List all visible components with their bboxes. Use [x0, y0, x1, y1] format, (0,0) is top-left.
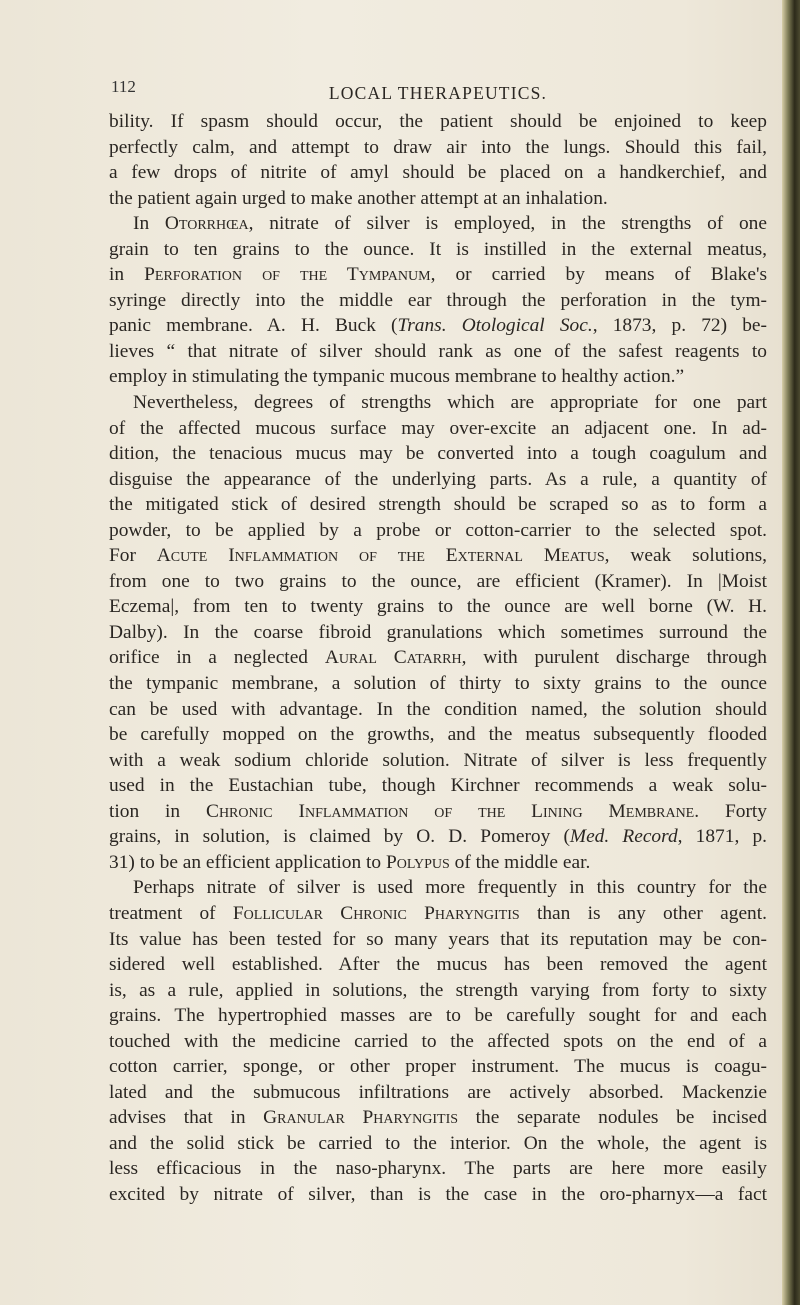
text-line: perfectly calm, and attempt to draw air into the lungs. Should this fail, [109, 136, 767, 158]
text-line: disguise the appearance of the underlying parts. As a rule, a quantity of [109, 468, 767, 490]
text-line: 31) to be an efficient application to Polypus of the middle ear. [109, 851, 591, 873]
text-line: a few drops of nitrite of amyl should be placed on a handkerchief, and [109, 162, 767, 184]
text-line: powder, to be applied by a probe or cotton-carrier to the selected spot. [109, 519, 767, 541]
citation-title: Med. Record [569, 826, 678, 848]
text-line: dition, the tenacious mucus may be converted into a tough coagulum and [109, 443, 767, 465]
small-caps-term: Follicular Chronic Pharyngitis [232, 902, 520, 924]
text-line: of the affected mucous surface may over-excite an adjacent one. In ad- [109, 417, 767, 439]
text-line: Nevertheless, degrees of strengths which are appropriate for one part [133, 392, 767, 414]
text-line: touched with the medicine carried to the affected spots on the end of a [109, 1030, 767, 1052]
small-caps-term: Granular Pharyngitis [263, 1107, 459, 1129]
text-line: and the solid stick be carried to the interior. On the whole, the agent is [109, 1132, 767, 1154]
small-caps-term: Acute Inflammation of the External Meatus [156, 545, 605, 567]
text-line: in Perforation of the Tympanum, or carried by means of Blake's [109, 264, 767, 286]
text-line: the patient again urged to make another attempt at an inhalation. [109, 187, 608, 209]
small-caps-term: Chronic Inflammation of the Lining Membrane [206, 800, 695, 822]
text-line: sidered well established. After the mucus has been removed the agent [109, 954, 767, 976]
small-caps-term: Polypus [385, 851, 450, 873]
text-line: lated and the submucous infiltrations are actively absorbed. Mackenzie [109, 1081, 767, 1103]
text-line: can be used with advantage. In the condition named, the solution should [109, 698, 767, 720]
text-line: the tympanic membrane, a solution of thirty to sixty grains to the ounce [109, 673, 767, 695]
text-line: cotton carrier, sponge, or other proper instrument. The mucus is coagu- [109, 1056, 767, 1078]
paragraph-1 [109, 109, 767, 211]
text-line: from one to two grains to the ounce, are efficient (Kramer). In |Moist [109, 570, 767, 592]
text-line: is, as a rule, applied in solutions, the strength varying from forty to sixty [109, 979, 767, 1001]
text-line: less efficacious in the naso-pharynx. The parts are here more easily [109, 1158, 767, 1180]
text-line: lieves “ that nitrate of silver should rank as one of the safest reagents to [109, 340, 767, 362]
small-caps-term: Perforation of the Tympanum [144, 264, 431, 286]
text-line: In Otorrhœa, nitrate of silver is employed, in the strengths of one [133, 213, 767, 235]
body-text [109, 109, 767, 1208]
page-number: 112 [111, 77, 136, 96]
small-caps-term: Aural Catarrh [324, 647, 462, 669]
text-line: Eczema|, from ten to twenty grains to the ounce are well borne (W. H. [109, 596, 767, 618]
text-line: Dalby). In the coarse fibroid granulations which sometimes surround the [109, 621, 767, 643]
text-line: grains. The hypertrophied masses are to be carefully sought for and each [109, 1005, 767, 1027]
paragraph-4 [109, 875, 767, 1207]
text-line: Perhaps nitrate of silver is used more frequently in this country for the [133, 877, 767, 899]
text-line: employ in stimulating the tympanic mucous membrane to healthy action.” [109, 366, 685, 388]
text-line: used in the Eustachian tube, though Kirchner recommends a weak solu- [109, 775, 767, 797]
text-line: the mitigated stick of desired strength should be scraped so as to form a [109, 494, 767, 516]
running-head: LOCAL THERAPEUTICS. [328, 83, 548, 103]
text-line: advises that in Granular Pharyngitis the separate nodules be incised [109, 1107, 767, 1129]
text-line: tion in Chronic Inflammation of the Lining Membrane. Forty [109, 800, 767, 822]
text-line: excited by nitrate of silver, than is the case in the oro-pharnyx—a fact [109, 1183, 767, 1205]
text-line: grain to ten grains to the ounce. It is instilled in the external meatus, [109, 238, 767, 260]
text-line: syringe directly into the middle ear through the perforation in the tym- [109, 289, 767, 311]
small-caps-term: Otorrhœa [164, 213, 249, 235]
citation-title: Trans. Otological Soc. [397, 315, 593, 337]
text-line: orifice in a neglected Aural Catarrh, with purulent discharge through [109, 647, 768, 669]
paragraph-2 [109, 211, 767, 390]
text-line: treatment of Follicular Chronic Pharyngitis than is any other agent. [109, 902, 767, 924]
text-line: be carefully mopped on the growths, and the meatus subsequently flooded [109, 724, 767, 746]
page-header [108, 77, 768, 103]
text-line: with a weak sodium chloride solution. Nitrate of silver is less frequently [109, 749, 767, 771]
text-line: For Acute Inflammation of the External Meatus, weak solutions, [109, 545, 767, 567]
paragraph-3 [109, 390, 767, 875]
binding-edge [782, 0, 800, 1305]
text-line: Its value has been tested for so many years that its reputation may be con- [109, 928, 767, 950]
text-line: grains, in solution, is claimed by O. D. Pomeroy (Med. Record, 1871, p. [109, 826, 767, 848]
text-line: bility. If spasm should occur, the patient should be enjoined to keep [109, 111, 767, 132]
text-line: panic membrane. A. H. Buck (Trans. Otological Soc., 1873, p. 72) be- [109, 315, 767, 337]
